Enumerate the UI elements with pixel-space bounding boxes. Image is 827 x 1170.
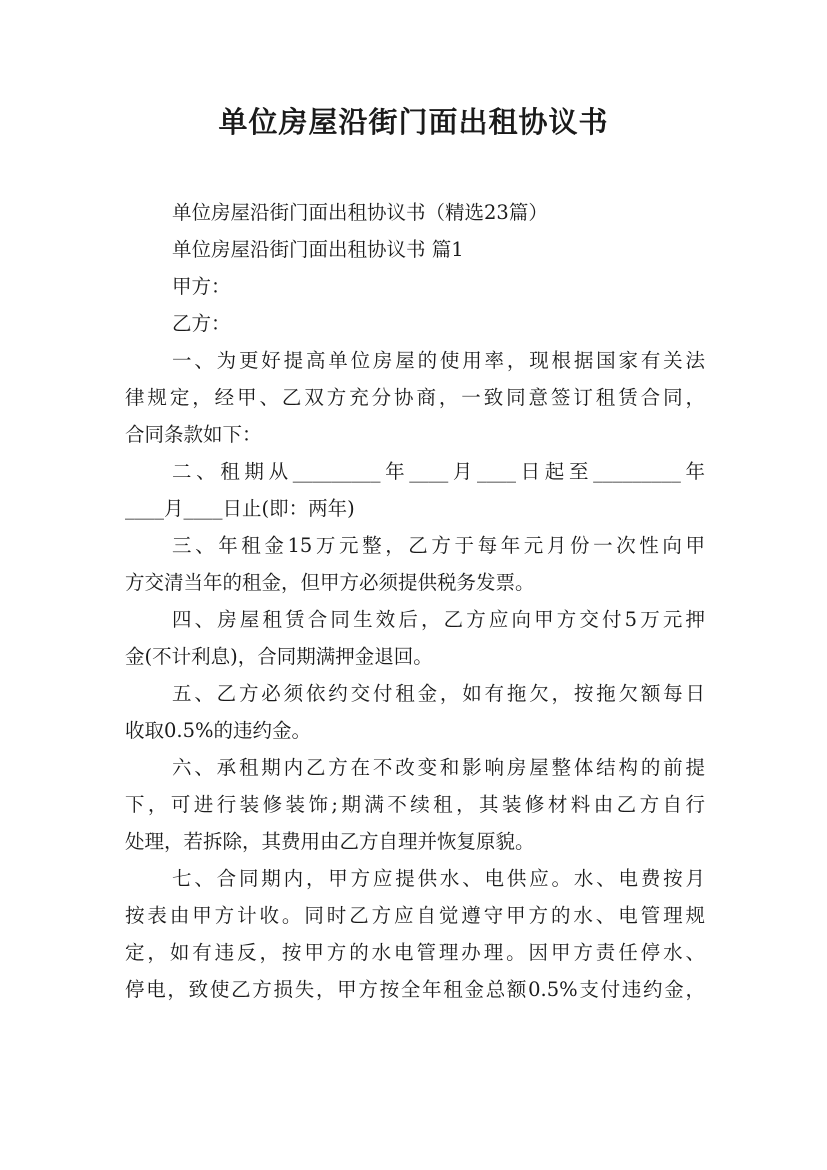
body-line: 单位房屋沿街门面出租协议书（精选23篇） (172, 201, 548, 224)
body-line: 收取0.5%的违约金。 (125, 719, 312, 742)
body-line: 七、合同期内，甲方应提供水、电供应。水、电费按月 (172, 867, 705, 890)
body-line: 乙方： (172, 312, 231, 335)
body-line: 三、年租金15万元整，乙方于每年元月份一次性向甲 (172, 534, 705, 557)
document-title: 单位房屋沿街门面出租协议书 (218, 105, 609, 139)
body-line: 六、承租期内乙方在不改变和影响房屋整体结构的前提 (172, 756, 705, 779)
body-line: 金(不计利息)，合同期满押金退回。 (125, 645, 433, 668)
document-body (125, 194, 705, 1008)
body-line: 单位房屋沿街门面出租协议书 篇1 (172, 238, 464, 261)
body-line: ____月____日止(即：两年) (125, 497, 355, 520)
body-line: 律规定，经甲、乙双方充分协商，一致同意签订租赁合同， (125, 386, 705, 409)
body-line: 方交清当年的租金，但甲方必须提供税务发票。 (125, 571, 535, 594)
body-line: 停电，致使乙方损失，甲方按全年租金总额0.5%支付违约金， (125, 978, 705, 1001)
body-line: 一、为更好提高单位房屋的使用率，现根据国家有关法 (172, 349, 705, 372)
body-line: 按表由甲方计收。同时乙方应自觉遵守甲方的水、电管理规 (125, 904, 705, 927)
body-line: 合同条款如下： (125, 423, 262, 446)
body-line: 处理，若拆除，其费用由乙方自理并恢复原貌。 (125, 830, 535, 853)
body-line: 二、租期从_________年____月____日起至_________年 (172, 460, 705, 483)
body-line: 甲方： (172, 275, 231, 298)
body-line: 四、房屋租赁合同生效后，乙方应向甲方交付5万元押 (172, 608, 705, 631)
body-line: 五、乙方必须依约交付租金，如有拖欠，按拖欠额每日 (172, 682, 705, 705)
body-line: 定，如有违反，按甲方的水电管理办理。因甲方责任停水、 (125, 941, 705, 964)
body-line: 下，可进行装修装饰;期满不续租，其装修材料由乙方自行 (125, 793, 705, 816)
